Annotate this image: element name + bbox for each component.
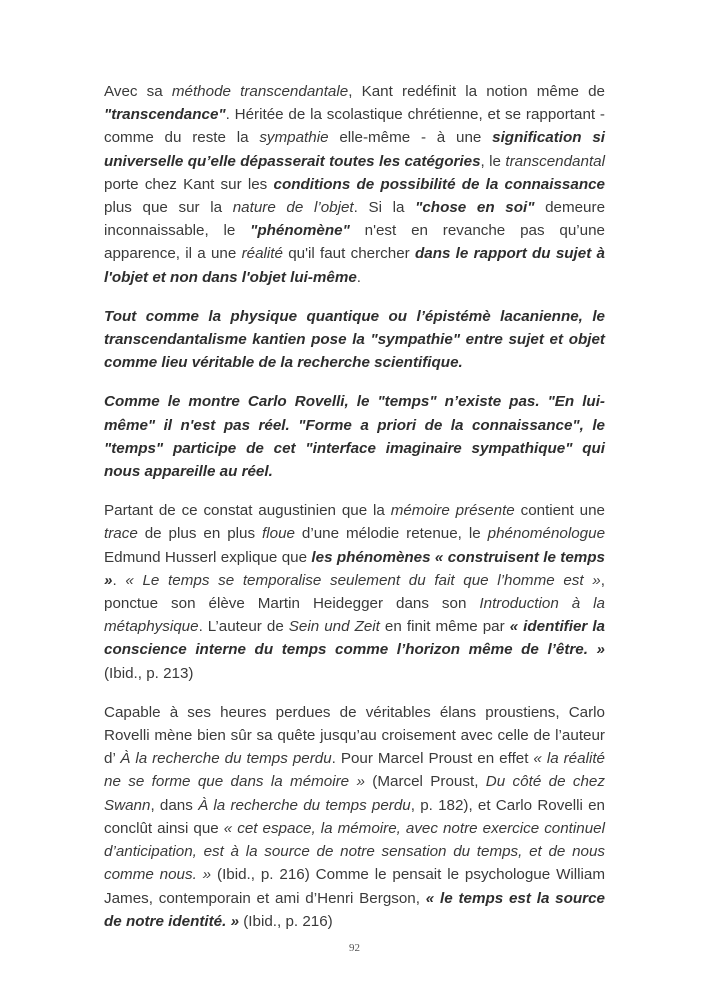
text-run: « cet espace, la mémoire, avec notre exercice continuel d’anticipation, est à la source de notre sensation du temps, et de nous comme nous. » xyxy=(104,819,605,884)
text-run: transcendantal xyxy=(505,152,605,170)
text-run: Avec sa xyxy=(104,83,172,100)
text-run: , le xyxy=(480,152,506,170)
paragraph xyxy=(104,80,605,289)
text-run: phénoménologue xyxy=(487,525,606,543)
text-run: conditions de possibilité de la connaissance xyxy=(273,175,605,193)
text-run: n'est en revanche pas qu’une apparence, il a une xyxy=(104,222,605,263)
text-run: trace xyxy=(104,525,138,543)
text-run: Partant de ce constat augustinien que la xyxy=(104,502,391,520)
text-run: (Ibid., p. 216) Comme le pensait le psychologue William James, contemporain et ami d’Henri Bergson, xyxy=(104,866,605,907)
text-run: méthode transcendantale xyxy=(171,83,349,100)
text-run: floue xyxy=(262,525,295,543)
body-text xyxy=(104,80,605,949)
text-run: porte chez Kant sur les xyxy=(104,175,274,193)
text-run: nature de l’objet xyxy=(232,199,354,217)
text-run: , ponctue son élève Martin Heidegger dans son xyxy=(104,571,605,613)
text-run: qu'il faut chercher xyxy=(282,245,415,263)
text-run: « la réalité ne se forme que dans la mémoire » xyxy=(104,750,605,791)
text-run: . xyxy=(356,268,362,286)
text-run: mémoire présente xyxy=(390,502,515,520)
text-run: "phénomène" xyxy=(250,222,350,240)
text-run: "chose en soi" xyxy=(415,199,535,217)
text-run: (Ibid., p. 216) xyxy=(239,912,333,930)
text-run: . L’auteur de xyxy=(198,618,289,636)
text-run: d’une mélodie retenue, le xyxy=(294,525,488,543)
text-run: de plus en plus xyxy=(137,525,263,543)
text-run: plus que sur la xyxy=(104,199,233,217)
text-run: dans le rapport du sujet à l'objet et non dans l'objet lui-même xyxy=(104,245,605,286)
text-run: les phénomènes « construisent le temps » xyxy=(104,548,606,589)
text-run: sympathie xyxy=(259,129,329,147)
text-run: Sein und Zeit xyxy=(288,618,380,636)
paragraph xyxy=(104,305,605,375)
paragraph xyxy=(104,499,605,685)
text-run: Du côté de chez Swann xyxy=(104,773,605,814)
text-run: . Pour Marcel Proust en effet xyxy=(331,750,534,768)
text-run: Introduction à la métaphysique xyxy=(104,595,605,636)
page-number: 92 xyxy=(349,942,360,954)
text-run: demeure inconnaissable, le xyxy=(104,199,606,240)
text-run: (Marcel Proust, xyxy=(364,773,486,791)
text-run: Capable à ses heures perdues de véritables élans proustiens, Carlo Rovelli mène bien sûr sa quête jusqu’au croisement avec celle de l’auteur d’ xyxy=(104,703,605,768)
paragraph xyxy=(104,390,605,483)
text-run: en finit même par xyxy=(379,618,510,636)
text-run: , Kant redéfinit la notion même de xyxy=(348,83,605,100)
text-run: elle-même - à une xyxy=(328,129,493,147)
text-run: (Ibid., p. 213) xyxy=(104,664,194,682)
text-run: Edmund Husserl explique que xyxy=(104,548,312,566)
text-run: « Le temps se temporalise seulement du fait que l’homme est » xyxy=(125,571,601,589)
text-run: Tout comme la physique quantique ou l’épistémè lacanienne, le transcendantalisme kantien pose la "sympathie" entre sujet et objet comme lieu véritable de la recherche scientifique. xyxy=(104,307,605,372)
text-run: À la recherche du temps perdu xyxy=(120,750,332,768)
text-run: signification si universelle qu’elle dépasserait toutes les catégories xyxy=(104,129,605,170)
text-run: . Héritée de la scolastique chrétienne, et se rapportant - comme du reste la xyxy=(104,106,605,147)
text-run: Comme le montre Carlo Rovelli, le "temps" n’existe pas. "En lui-même" il n'est pas réel. "Forme a priori de la connaissance", le "temps" participe de cet "interface imaginaire sympathique" qui nous appareille au réel. xyxy=(104,393,605,481)
text-run: . xyxy=(112,571,126,589)
text-run: . Si la xyxy=(353,199,416,217)
text-run: réalité xyxy=(241,245,283,263)
text-run: contient une xyxy=(514,502,605,520)
text-run: , dans xyxy=(150,796,199,814)
text-run: À la recherche du temps perdu xyxy=(198,796,411,814)
text-run: « le temps est la source de notre identité. » xyxy=(104,889,605,930)
text-run: , p. 182), et Carlo Rovelli en conclût ainsi que xyxy=(104,796,606,837)
paragraph xyxy=(104,701,605,933)
text-run: « identifier la conscience interne du temps comme l’horizon même de l’être. » xyxy=(104,618,605,659)
text-run: "transcendance" xyxy=(104,106,226,124)
